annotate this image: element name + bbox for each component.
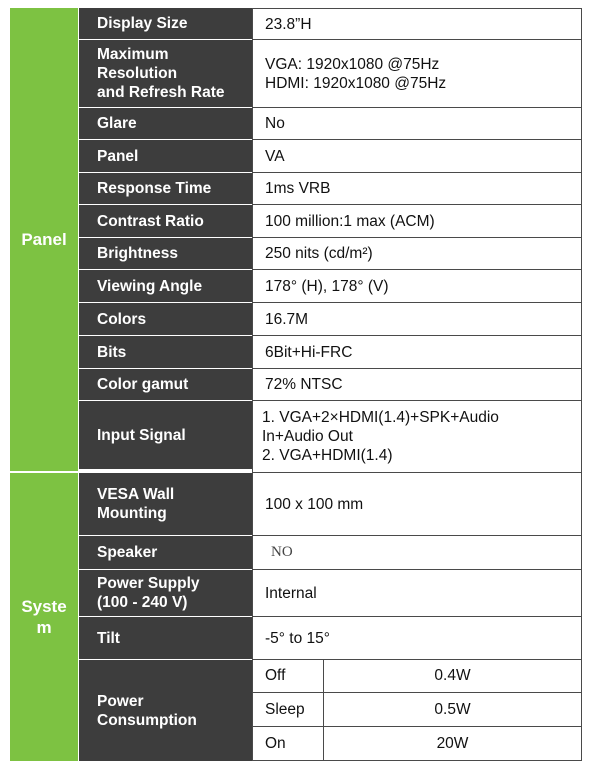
input-signal-line-3: 2. VGA+HDMI(1.4) — [262, 447, 393, 464]
power-watts-off: 0.4W — [324, 660, 582, 693]
power-watts-on: 20W — [324, 727, 582, 761]
value-power-supply: Internal — [252, 570, 582, 617]
power-mode-sleep: Sleep — [252, 693, 324, 727]
label-contrast-ratio: Contrast Ratio — [79, 205, 252, 238]
label-panel: Panel — [79, 140, 252, 173]
input-signal-line-1: 1. VGA+2×HDMI(1.4)+SPK+Audio — [262, 409, 499, 426]
label-response-time: Response Time — [79, 173, 252, 205]
spec-table — [10, 8, 582, 761]
value-brightness: 250 nits (cd/m²) — [252, 238, 582, 270]
label-brightness: Brightness — [79, 238, 252, 270]
value-vesa-mount: 100 x 100 mm — [252, 473, 582, 536]
label-glare: Glare — [79, 108, 252, 140]
value-colors: 16.7M — [252, 303, 582, 336]
power-watts-sleep: 0.5W — [324, 693, 582, 727]
value-contrast-ratio: 100 million:1 max (ACM) — [252, 205, 582, 238]
label-tilt: Tilt — [79, 617, 252, 660]
power-mode-on: On — [252, 727, 324, 761]
value-speaker: NO — [252, 536, 582, 570]
label-power-consumption: Power Consumption — [79, 660, 252, 761]
label-power-supply: Power Supply (100 - 240 V) — [79, 570, 252, 617]
category-panel — [10, 8, 78, 471]
power-mode-off: Off — [252, 660, 324, 693]
label-max-resolution: Maximum Resolution and Refresh Rate — [79, 40, 252, 108]
value-display-size: 23.8”H — [252, 8, 582, 40]
label-display-size: Display Size — [79, 8, 252, 40]
category-system — [10, 473, 78, 761]
value-glare: No — [252, 108, 582, 140]
value-color-gamut: 72% NTSC — [252, 369, 582, 401]
input-signal-line-2: In+Audio Out — [262, 428, 353, 445]
label-color-gamut: Color gamut — [79, 369, 252, 401]
value-max-resolution: VGA: 1920x1080 @75Hz HDMI: 1920x1080 @75Hz — [252, 40, 582, 108]
label-bits: Bits — [79, 336, 252, 369]
label-speaker: Speaker — [79, 536, 252, 570]
label-vesa-mount: VESA Wall Mounting — [79, 473, 252, 536]
category-system-label: Syste m — [21, 597, 67, 637]
value-panel: VA — [252, 140, 582, 173]
value-response-time: 1ms VRB — [252, 173, 582, 205]
value-input-signal — [252, 401, 582, 473]
category-panel-label: Panel — [21, 230, 67, 249]
value-bits: 6Bit+Hi-FRC — [252, 336, 582, 369]
label-input-signal: Input Signal — [79, 401, 252, 471]
value-tilt: -5° to 15° — [252, 617, 582, 660]
label-viewing-angle: Viewing Angle — [79, 270, 252, 303]
label-colors: Colors — [79, 303, 252, 336]
value-viewing-angle: 178° (H), 178° (V) — [252, 270, 582, 303]
